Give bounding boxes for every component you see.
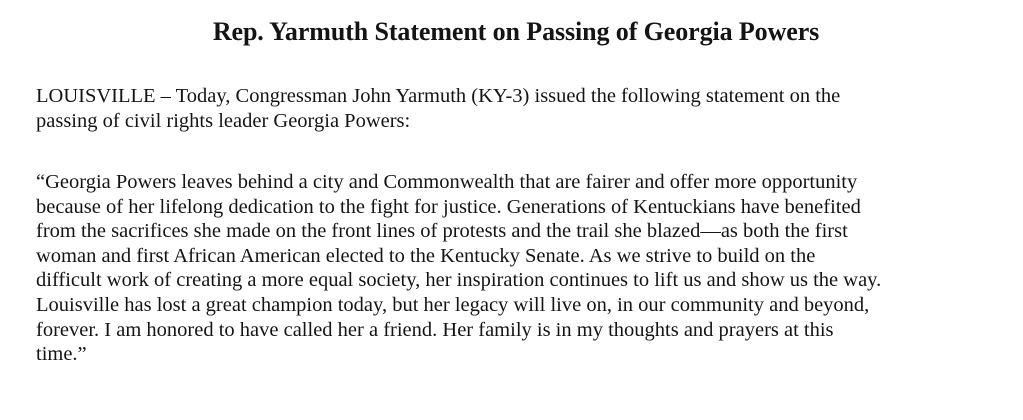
paragraph-line: difficult work of creating a more equal society, her inspiration continues to lift us and show us the way. xyxy=(36,269,882,292)
paragraph-line: woman and first African American elected to the Kentucky Senate. As we strive to build on the xyxy=(36,244,816,267)
paragraph-line: time.” xyxy=(36,343,87,366)
page-title: Rep. Yarmuth Statement on Passing of Georgia Powers xyxy=(212,17,820,46)
paragraph-line: forever. I am honored to have called her a friend. Her family is in my thoughts and prayers at this xyxy=(36,318,834,341)
intro-paragraph xyxy=(36,84,996,133)
paragraph-line: LOUISVILLE – Today, Congressman John Yarmuth (KY-3) issued the following statement on the xyxy=(36,85,841,107)
paragraph-line: Louisville has lost a great champion today, but her legacy will live on, in our community and beyond, xyxy=(36,293,870,316)
press-release xyxy=(36,14,996,366)
paragraph-line: “Georgia Powers leaves behind a city and Commonwealth that are fairer and offer more opportunity xyxy=(36,171,858,193)
paragraph-line: from the sacrifices she made on the front lines of protests and the trail she blazed—as both the first xyxy=(36,220,848,243)
paragraph-line: passing of civil rights leader Georgia Powers: xyxy=(36,109,411,132)
quote-paragraph xyxy=(36,170,996,367)
paragraph-line: because of her lifelong dedication to the fight for justice. Generations of Kentuckians have benefited xyxy=(36,195,861,218)
